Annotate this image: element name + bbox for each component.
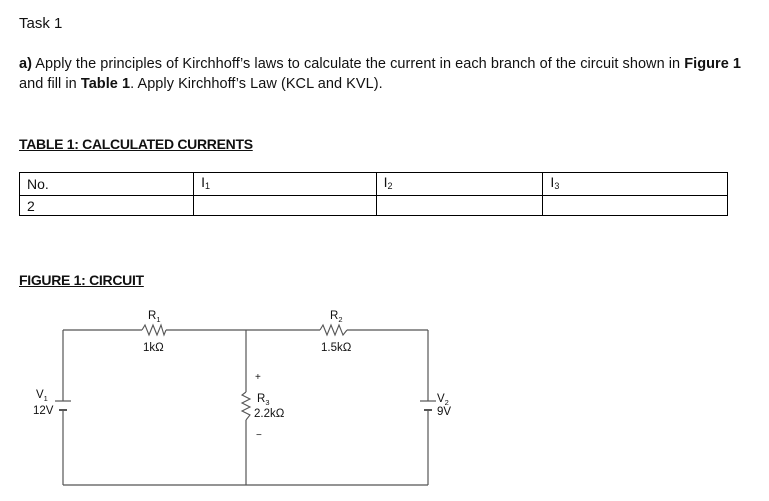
- r3-plus-sign: +: [255, 372, 261, 383]
- resistor-r2-symbol: [320, 325, 347, 335]
- r1-label: $R_1$: [148, 310, 161, 324]
- resistor-r3-symbol: [242, 392, 250, 420]
- header-i2: $I_2$: [376, 173, 543, 196]
- table-reference: Table 1: [80, 76, 131, 92]
- header-i1: $I_1$: [194, 173, 376, 196]
- r1-value: 1kΩ: [143, 342, 164, 354]
- v2-label: $V_2$: [437, 393, 449, 407]
- r3-value: 2.2kΩ: [254, 408, 285, 420]
- r2-value: 1.5kΩ: [321, 342, 352, 354]
- battery-v2-symbol: [420, 401, 436, 410]
- header-i3: $I_3$: [543, 173, 728, 196]
- v1-label: $V_1$: [36, 389, 48, 403]
- r2-label: $R_2$: [330, 310, 343, 324]
- figure-reference: Figure 1: [684, 56, 742, 72]
- instructions-text-2: and fill in: [19, 76, 81, 92]
- figure-heading: FIGURE 1: CIRCUIT: [19, 272, 144, 288]
- instructions-text-1: Apply the principles of Kirchhoff’s laws to calculate the current in each branch of the circuit shown in: [32, 56, 685, 72]
- v1-value: 12V: [33, 405, 54, 417]
- table-heading: TABLE 1: CALCULATED CURRENTS: [19, 136, 253, 152]
- r3-minus-sign: −: [256, 430, 262, 441]
- resistor-r1-symbol: [142, 325, 166, 335]
- r3-label: $R_3$: [257, 393, 270, 407]
- task-title: Task 1: [19, 15, 63, 32]
- v2-value: 9V: [437, 406, 452, 418]
- header-no: No.: [20, 173, 194, 196]
- cell-no: 2: [20, 196, 194, 216]
- instructions-text-3: . Apply Kirchhoff’s Law (KCL and KVL).: [130, 76, 383, 92]
- battery-v1-symbol: [55, 401, 71, 410]
- part-label: a): [19, 56, 32, 72]
